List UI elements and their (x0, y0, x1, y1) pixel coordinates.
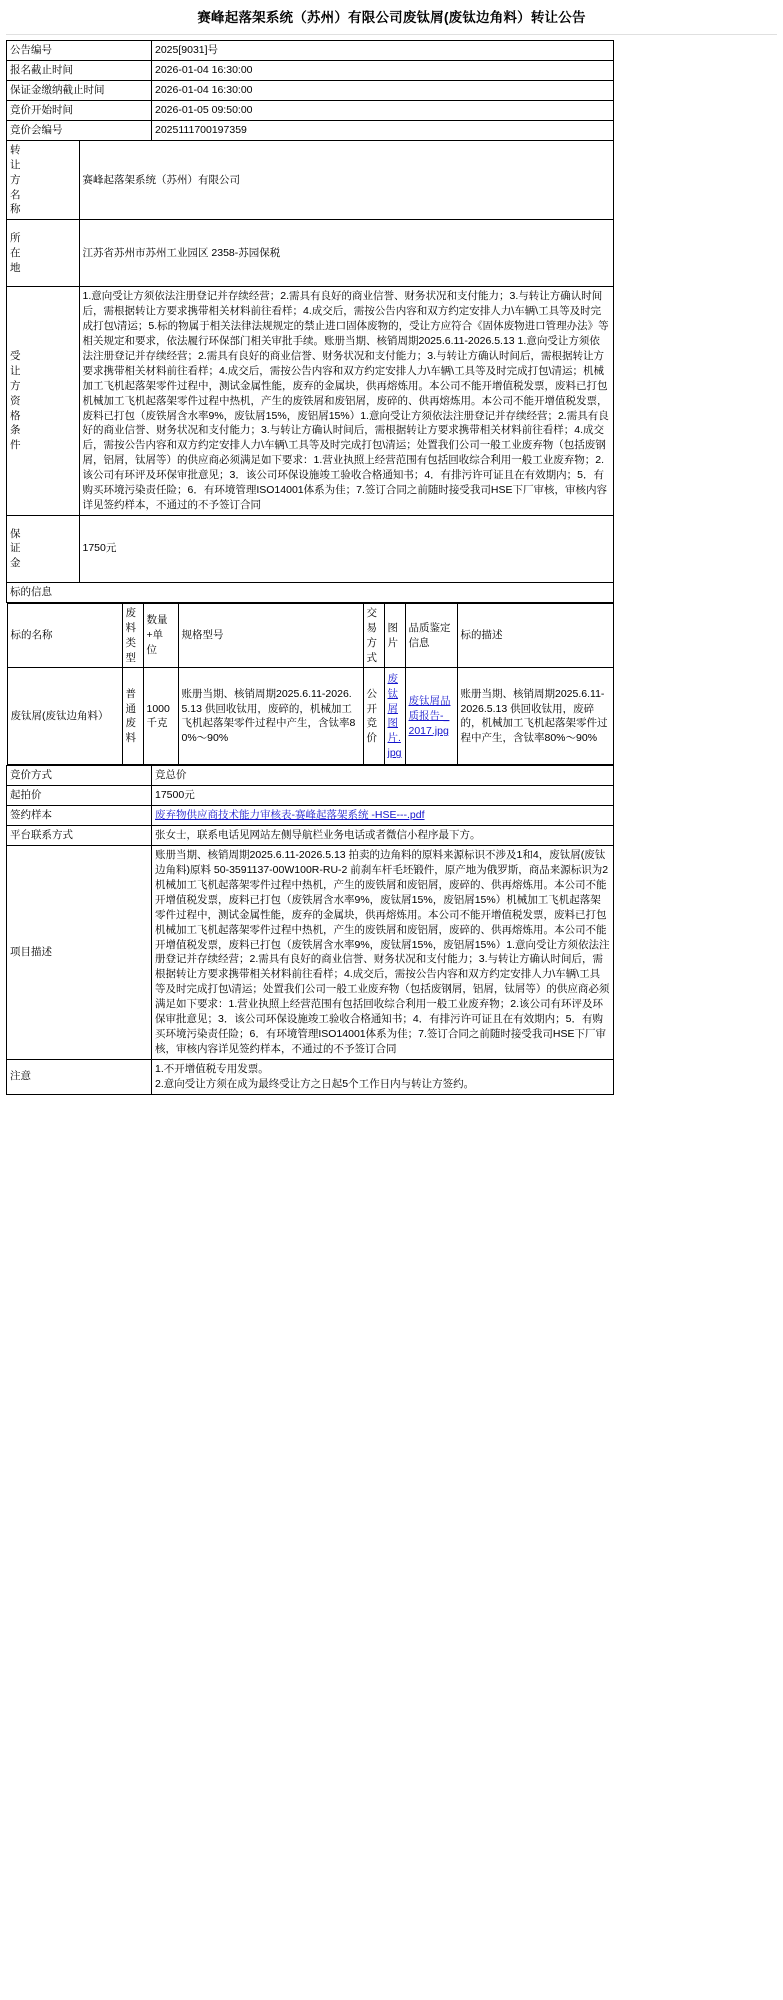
cell-qty: 1000 (146, 702, 170, 715)
header-char: 交 (366, 606, 377, 619)
table-row-bid-session-no (7, 120, 614, 140)
header-char: 片 (387, 636, 398, 649)
cell-char: 普 (125, 687, 136, 700)
table-row-notice-no (7, 41, 614, 61)
label-char: 受 (10, 349, 21, 362)
value-attention (152, 1059, 614, 1094)
label-char: 所 (10, 231, 21, 244)
header-char: 易 (366, 621, 377, 634)
header-char: 类 (125, 636, 136, 649)
table-row-project-description (7, 846, 614, 1060)
label-char: 方 (10, 379, 21, 392)
cell-goods-name: 废钛屑(废钛边角料） (7, 668, 122, 765)
header-char: 位 (146, 644, 157, 657)
table-row-platform-contact (7, 826, 614, 846)
col-header-description: 标的描述 (457, 603, 613, 668)
goods-section-title: 标的信息 (7, 582, 614, 602)
header-char: 式 (366, 651, 377, 664)
label-bid-session-no: 竞价会编号 (7, 120, 152, 140)
table-row (7, 668, 613, 765)
value-deposit-deadline: 2026-01-04 16:30:00 (152, 81, 614, 101)
cell-qty-unit (143, 668, 178, 765)
col-header-name: 标的名称 (7, 603, 122, 668)
label-bid-start-time: 竞价开始时间 (7, 100, 152, 120)
attention-line-1: 1.不开增值税专用发票。 (155, 1062, 269, 1075)
label-char: 证 (10, 542, 21, 555)
value-qualification: 1.意向受让方须依法注册登记并存续经营；2.需具有良好的商业信誉、财务状况和支付能力；3.与转让方确认时间后，需根据转让方要求携带相关材料前往看样；4.成交后，需按公告内容和双方约定安排人力\车辆\工具等及时完成打包\清运；5.标的物属于相关法律法规规定的禁止进口固体废物的，受让方应符合《固体废物进口管理办法》等相关规定和要求，依法履行环保部门相关审批手续。账册当期、核销周期2025.6.11-2026.5.13 1.意向受让方须依法注册登记并存续经营；2.需具有良好的商业信誉、财务状况和支付能力；3.与转让方确认时间后，需根据转让方要求携带相关材料前往看样；4.成交后，需按公告内容和双方约定安排人力\车辆\工具等及时完成打包\清运；机械加工飞机起落架零件过程中，测试金属性能，废弃的金属块，供再熔炼用。本公司不能开增值税发票，废料已打包 机械加工飞机起落架零件过程中热机，产生的废铁屑和废铝屑，废碎的、供再熔炼用。本公司不能开增值税发票，废料已打包（废铁屑含水率9%，废钛屑15%，废铝屑15%）1.意向受让方须依法注册登记并存续经营；2.需具有良好的商业信誉、财务状况和支付能力；3.与转让方确认时间后，需根据转让方要求携带相关材料前往看样；4.成交后，需按公告内容和双方约定安排人力\车辆\工具等及时完成打包\清运；处置我们公司一般工业废弃物（包括废钢屑，铝屑，钛屑等）的供应商必须满足如下要求：1.营业执照上经营范围有包括回收综合利用一般工业废弃物；2.该公司有环评及环保审批意见；3．该公司环保设施竣工验收合格通知书；4．有排污许可证且在有效期内；5．有购买环境污染责任险；6．有环境管理ISO14001体系为佳；7.签订合同之前随时接受我司HSE下厂审核，审核内容详见签约样本，不通过的不予签订合同 (79, 287, 614, 516)
header-char: 型 (125, 651, 136, 664)
goods-table-header-row (7, 603, 613, 668)
col-header-trade-way (363, 603, 384, 668)
table-row-deposit (7, 515, 614, 582)
quality-report-link[interactable]: 废钛屑品质报告-_2017.jpg (408, 695, 451, 737)
label-sample-contract: 签约样本 (7, 806, 152, 826)
table-row-deposit-deadline (7, 81, 614, 101)
announcement-table (6, 40, 614, 1094)
value-signup-deadline: 2026-01-04 16:30:00 (152, 61, 614, 81)
label-char: 名 (10, 188, 21, 201)
table-row-attention (7, 1059, 614, 1094)
goods-table (7, 603, 614, 766)
table-row-starting-price (7, 786, 614, 806)
value-deposit: 1750元 (79, 515, 614, 582)
table-row-transferor-name (7, 140, 614, 220)
label-bid-method: 竞价方式 (7, 766, 152, 786)
label-notice-no: 公告编号 (7, 41, 152, 61)
col-header-qty-unit (143, 603, 178, 668)
label-char: 资 (10, 394, 21, 407)
label-char: 转 (10, 143, 21, 156)
value-location: 江苏省苏州市苏州工业园区 2358-苏园保税 (79, 220, 614, 287)
col-header-waste-type (122, 603, 143, 668)
cell-char: 通 (125, 702, 136, 715)
label-deposit (7, 515, 80, 582)
cell-spec: 账册当期、核销周期2025.6.11-2026.5.13 供回收钛用，废碎的，机械加工飞机起落架零件过程中产生，含钛率80%～90% (178, 668, 363, 765)
cell-char: 竞 (366, 717, 377, 730)
table-row-goods-table (7, 602, 614, 766)
table-row-location (7, 220, 614, 287)
table-row-bid-start-time (7, 100, 614, 120)
value-bid-session-no: 2025111700197359 (152, 120, 614, 140)
label-char: 件 (10, 439, 21, 452)
cell-char: 公 (366, 687, 377, 700)
cell-char: 开 (366, 702, 377, 715)
label-char: 金 (10, 557, 21, 570)
cell-unit: 千克 (146, 717, 168, 730)
picture-link[interactable]: 废钛屑图片.jpg (387, 672, 402, 760)
header-char: 料 (125, 621, 136, 634)
col-header-picture (384, 603, 405, 668)
section-header-goods (7, 582, 614, 602)
label-char: 称 (10, 203, 21, 216)
cell-description: 账册当期、核销周期2025.6.11-2026.5.13 供回收钛用，废碎的，机械加工飞机起落架零件过程中产生，含钛率80%～90% (457, 668, 613, 765)
cell-char: 料 (125, 732, 136, 745)
cell-quality-info[interactable] (405, 668, 457, 765)
label-char: 格 (10, 409, 21, 422)
value-bid-start-time: 2026-01-05 09:50:00 (152, 100, 614, 120)
table-row-bid-method (7, 766, 614, 786)
table-row-sample-contract (7, 806, 614, 826)
header-char: 图 (387, 621, 398, 634)
cell-char: 价 (366, 732, 377, 745)
value-transferor-name: 赛峰起落架系统（苏州）有限公司 (79, 140, 614, 220)
header-char: 废 (125, 606, 136, 619)
value-notice-no: 2025[9031]号 (152, 41, 614, 61)
cell-waste-type (122, 668, 143, 765)
page-title: 赛峰起落架系统（苏州）有限公司废钛屑(废钛边角料）转让公告 (197, 10, 586, 25)
label-deposit-deadline: 保证金缴纳截止时间 (7, 81, 152, 101)
title-divider (6, 34, 777, 35)
col-header-spec: 规格型号 (178, 603, 363, 668)
table-row-signup-deadline (7, 61, 614, 81)
attention-line-2: 2.意向受让方须在成为最终受让方之日起5个工作日内与转让方签约。 (155, 1077, 475, 1090)
header-char: +单 (146, 629, 164, 642)
cell-picture[interactable] (384, 668, 405, 765)
value-bid-method: 竞总价 (152, 766, 614, 786)
value-project-description: 账册当期、核销周期2025.6.11-2026.5.13 拍卖的边角料的原料来源标识不涉及1和4，废钛屑(废钛边角料)原料 50-3591137-00W100R-RU-2 前刹车杆毛坯锻件，原产地为俄罗斯，商品来源标识为2 机械加工飞机起落架零件过程中热机，产生的废铁屑和废铝屑，废碎的、供再熔炼用。本公司不能开增值税发票，废料已打包（废铁屑含水率9%，废钛屑15%，废铝屑15%）机械加工飞机起落架零件过程中，测试金属性能，废弃的金属块，供再熔炼用。本公司不能开增值税发票，废料已打包 机械加工飞机起落架零件过程中热机，产生的废铁屑和废铝屑，废碎的、供再熔炼用。本公司不能开增值税发票，废料已打包（废铁屑含水率9%，废钛屑15%，废铝屑15%）1.意向受让方须依法注册登记并存续经营；2.需具有良好的商业信誉、财务状况和支付能力；3.与转让方确认时间后，需根据转让方要求携带相关材料前往看样；4.成交后，需按公告内容和双方约定安排人力\车辆\工具等及时完成打包\清运；处置我们公司一般工业废弃物（包括废钢屑，铝屑，钛屑等）的供应商必须满足如下要求：1.营业执照上经营范围有包括回收综合利用一般工业废弃物；2.该公司有环评及环保审批意见；3．该公司环保设施竣工验收合格通知书；4．有排污许可证且在有效期内；5．有购买环境污染责任险；6．有环境管理ISO14001体系为佳；7.签订合同之前随时接受我司HSE下厂审核，审核内容详见签约样本，不通过的不予签订合同 (152, 846, 614, 1060)
label-project-description: 项目描述 (7, 846, 152, 1060)
label-char: 保 (10, 527, 21, 540)
label-signup-deadline: 报名截止时间 (7, 61, 152, 81)
label-char: 方 (10, 173, 21, 186)
value-platform-contact: 张女士，联系电话见网站左侧导航栏业务电话或者微信小程序最下方。 (152, 826, 614, 846)
label-char: 地 (10, 261, 21, 274)
label-char: 条 (10, 424, 21, 437)
label-qualification (7, 287, 80, 516)
label-platform-contact: 平台联系方式 (7, 826, 152, 846)
label-starting-price: 起拍价 (7, 786, 152, 806)
cell-trade-way (363, 668, 384, 765)
label-char: 在 (10, 246, 21, 259)
value-sample-contract[interactable] (152, 806, 614, 826)
label-char: 让 (10, 158, 21, 171)
value-starting-price: 17500元 (152, 786, 614, 806)
label-location (7, 220, 80, 287)
sample-contract-link[interactable]: 废弃物供应商技术能力审核表-赛峰起落架系统 -HSE---.pdf (155, 809, 425, 822)
label-attention: 注意 (7, 1059, 152, 1094)
goods-table-container (7, 602, 614, 766)
table-row-qualification (7, 287, 614, 516)
header-char: 方 (366, 636, 377, 649)
col-header-quality: 品质鉴定信息 (405, 603, 457, 668)
label-transferor-name (7, 140, 80, 220)
header-char: 数量 (146, 614, 168, 627)
cell-char: 废 (125, 717, 136, 730)
label-char: 让 (10, 364, 21, 377)
